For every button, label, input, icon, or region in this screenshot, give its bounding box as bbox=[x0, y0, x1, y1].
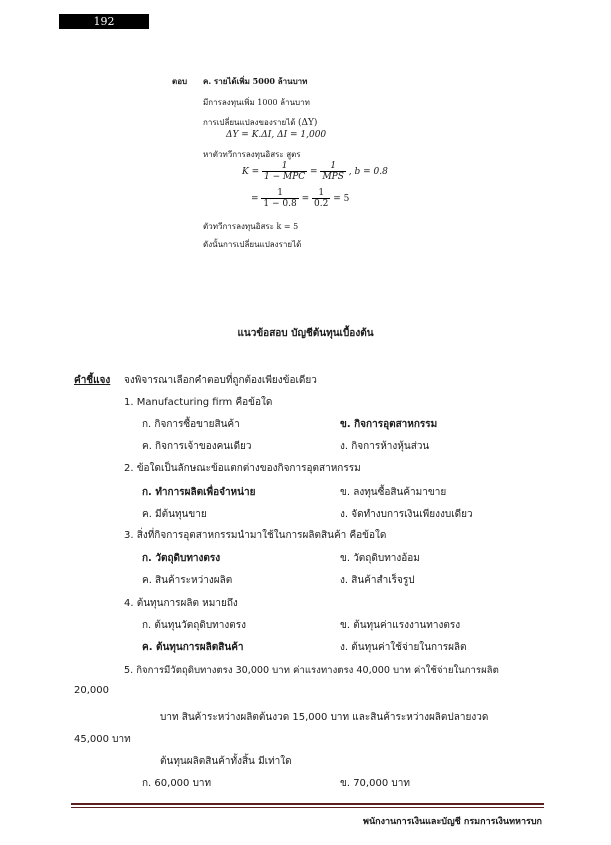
instruction-text: จงพิจารณาเลือกคำตอบที่ถูกต้องเพียงข้อเดียว bbox=[124, 375, 317, 386]
k-num-1: 1 bbox=[262, 161, 307, 172]
k-den-1: 1 − MPC bbox=[264, 172, 306, 182]
q1-choice-d: ง. กิจการห้างหุ้นส่วน bbox=[340, 441, 430, 452]
q5-choice-a: ก. 60,000 บาท bbox=[142, 778, 212, 789]
k-fraction-mpc bbox=[262, 161, 307, 182]
page-number: 192 bbox=[59, 14, 149, 29]
q2-choice-a: ก. ทำการผลิตเพื่อจำหน่าย bbox=[142, 487, 256, 498]
q2-choice-d: ง. จัดทำงบการเงินเพียงงบเดียว bbox=[340, 509, 473, 520]
k-formula-row2 bbox=[251, 188, 349, 209]
k-fraction-numeric bbox=[261, 188, 298, 209]
q3-choice-d: ง. สินค้าสำเร็จรูป bbox=[340, 575, 415, 586]
answer-line-conclusion: ดังนั้นการเปลี่ยนแปลงรายได้ bbox=[203, 240, 302, 249]
q4-choice-d: ง. ต้นทุนค่าใช้จ่ายในการผลิต bbox=[340, 642, 467, 653]
section-title: แนวข้อสอบ บัญชีต้นทุนเบื้องต้น bbox=[237, 328, 374, 339]
question-4: 4. ต้นทุนการผลิต หมายถึง bbox=[124, 598, 238, 609]
k-den-3: 1 − 0.8 bbox=[263, 199, 297, 209]
answer-line-investment: มีการลงทุนเพิ่ม 1000 ล้านบาท bbox=[203, 98, 310, 107]
q4-choice-b: ข. ต้นทุนค่าแรงงานทางตรง bbox=[340, 620, 461, 631]
formula-delta-y: ΔY = K.ΔI, ΔI = 1,000 bbox=[226, 130, 327, 140]
k-den-4: 0.2 bbox=[314, 199, 329, 209]
k-result: = 5 bbox=[333, 194, 350, 204]
k-den-2: MPS bbox=[322, 172, 344, 182]
k-num-2: 1 bbox=[320, 161, 345, 172]
instruction-label: คำชี้แจง bbox=[74, 375, 111, 386]
q1-choice-a: ก. กิจการซื้อขายสินค้า bbox=[142, 419, 240, 430]
q5-continuation-4: ต้นทุนผลิตสินค้าทั้งสิ้น มีเท่าใด bbox=[160, 756, 292, 767]
q4-choice-c: ค. ต้นทุนการผลิตสินค้า bbox=[142, 642, 244, 653]
q3-choice-c: ค. สินค้าระหว่างผลิต bbox=[142, 575, 233, 586]
q1-choice-b: ข. กิจการอุตสาหกรรม bbox=[340, 419, 438, 430]
k-eq4: = bbox=[301, 194, 310, 204]
question-2: 2. ข้อใดเป็นลักษณะข้อแตกต่างของกิจการอุตสาหกรรม bbox=[124, 463, 361, 474]
question-3: 3. สิ่งที่กิจการอุตสาหกรรมนำมาใช้ในการผลิตสินค้า คือข้อใด bbox=[124, 530, 387, 541]
answer-line-income-change bbox=[203, 116, 317, 129]
k-eq: K = bbox=[242, 167, 260, 177]
q3-choice-b: ข. วัตถุดิบทางอ้อม bbox=[340, 553, 420, 564]
q1-choice-c: ค. กิจการเจ้าของคนเดียว bbox=[142, 441, 252, 452]
q5-choice-b: ข. 70,000 บาท bbox=[340, 778, 410, 789]
k-b-value: , b = 0.8 bbox=[348, 167, 388, 177]
k-eq3: = bbox=[251, 194, 259, 204]
footer-divider bbox=[71, 803, 544, 805]
footer-divider-thin bbox=[71, 807, 544, 808]
k-num-3: 1 bbox=[261, 188, 298, 199]
q5-continuation-2: บาท สินค้าระหว่างผลิตต้นงวด 15,000 บาท และสินค้าระหว่างผลิตปลายงวด bbox=[160, 712, 489, 723]
k-eq2: = bbox=[310, 167, 318, 177]
q3-choice-a: ก. วัตถุดิบทางตรง bbox=[142, 553, 221, 564]
question-1: 1. Manufacturing firm คือข้อใด bbox=[124, 397, 273, 408]
k-formula-row1 bbox=[242, 161, 388, 182]
q2-choice-c: ค. มีต้นทุนขาย bbox=[142, 509, 207, 520]
k-fraction-simplified bbox=[312, 188, 330, 209]
q2-choice-b: ข. ลงทุนซื้อสินค้ามาขาย bbox=[340, 487, 447, 498]
k-fraction-mps bbox=[320, 161, 345, 182]
q5-continuation-1: 20,000 bbox=[74, 685, 109, 696]
question-5: 5. กิจการมีวัตถุดิบทางตรง 30,000 บาท ค่าแรงทางตรง 40,000 บาท ค่าใช้จ่ายในการผลิต bbox=[124, 665, 499, 676]
answer-label: ตอบ bbox=[172, 76, 188, 86]
answer-line-k-value: ตัวทวีการลงทุนอิสระ k = 5 bbox=[203, 222, 299, 231]
delta-y-symbol: (ΔY) bbox=[297, 118, 318, 128]
income-change-text: การเปลี่ยนแปลงของรายได้ bbox=[203, 118, 296, 127]
q4-choice-a: ก. ต้นทุนวัตถุดิบทางตรง bbox=[142, 620, 247, 631]
answer-choice: ค. รายได้เพิ่ม 5000 ล้านบาท bbox=[203, 76, 308, 86]
k-num-4: 1 bbox=[312, 188, 330, 199]
footer-text: พนักงานการเงินและบัญชี กรมการเงินทหารบก bbox=[363, 817, 542, 827]
q5-continuation-3: 45,000 บาท bbox=[74, 734, 131, 745]
answer-line-multiplier-formula: หาตัวทวีการลงทุนอิสระ สูตร bbox=[203, 150, 301, 159]
